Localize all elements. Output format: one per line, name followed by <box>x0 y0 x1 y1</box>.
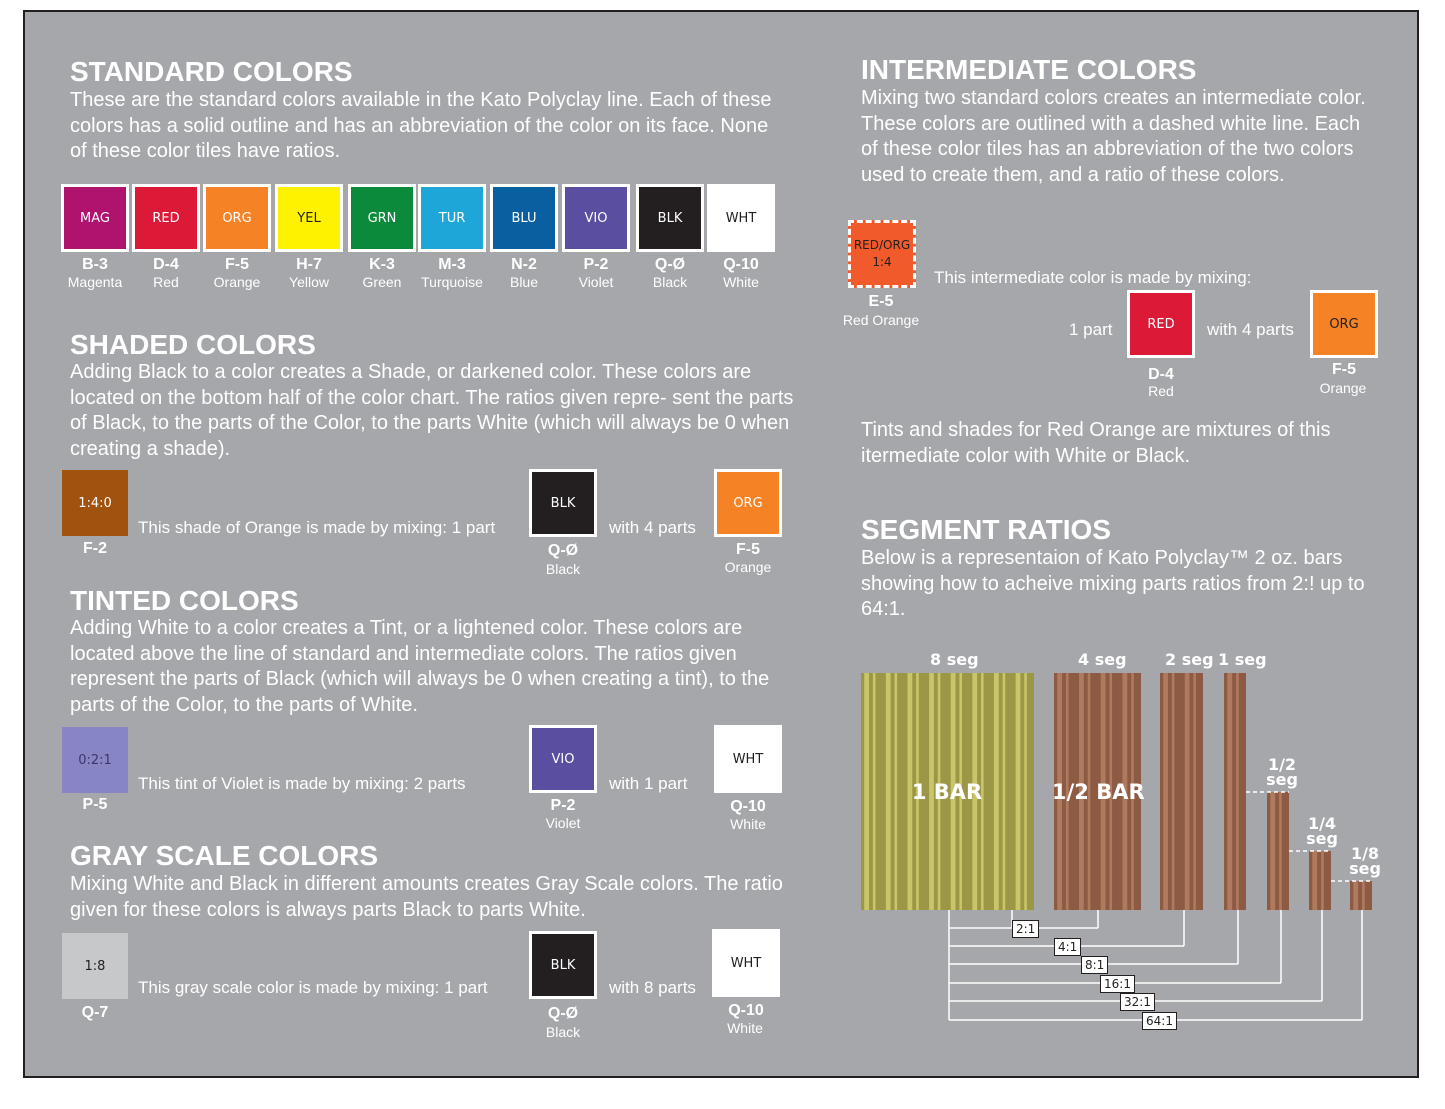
tint-white-name: White <box>730 816 766 832</box>
ratio-label: 2:1 <box>1012 920 1039 938</box>
bar-half-label: 1/2 BAR <box>1052 780 1145 804</box>
label-4-seg: 4 seg <box>1078 650 1127 669</box>
standard-tile-blue: BLU <box>490 184 558 252</box>
shade-with-text: with 4 parts <box>609 518 696 537</box>
intermediate-red-tile: RED <box>1127 290 1195 358</box>
standard-tile-red: RED <box>132 184 200 252</box>
shade-orange-tile: ORG <box>714 469 782 537</box>
intermediate-colors-title: INTERMEDIATE COLORS <box>861 54 1197 85</box>
gray-black-name: Black <box>545 1024 581 1040</box>
segment-ratios-title: SEGMENT RATIOS <box>861 514 1111 545</box>
gray-white-tile: WHT <box>712 929 780 997</box>
tinted-colors-body: Adding White to a color creates a Tint, or a lightened color. These colors are located above the line of standard and intermediate colors. The ratios given represent the parts of Black (which will always be 0 when creating a tint), to the parts of the Color, to the parts of White. <box>70 617 770 716</box>
standard-tile-orange: ORG <box>203 184 271 252</box>
bar-1-label: 1 BAR <box>911 780 983 804</box>
shaded-colors-body: Adding Black to a color creates a Shade, or darkened color. These colors are located on the bottom half of the color chart. The ratios given repre- sent the parts of Black, to the parts of the Color, to the parts White (which will always be 0 when creating a shade). <box>70 361 794 460</box>
standard-tile-name: Yellow <box>289 274 329 290</box>
label-2-seg: 2 seg <box>1165 650 1214 669</box>
segment-ratios-body: Below is a representaion of Kato Polyclay™ 2 oz. bars showing how to acheive mixing parts ratios from 2:! up to 64:1. <box>861 547 1365 620</box>
tint-white-tile: WHT <box>714 725 782 793</box>
gray-result-tile: 1:8 <box>62 933 128 999</box>
ratio-label: 64:1 <box>1142 1012 1177 1030</box>
label-1-seg: 1 seg <box>1218 650 1267 669</box>
gray-scale-title: GRAY SCALE COLORS <box>70 840 379 871</box>
intermediate-orange-code: F-5 <box>1332 361 1356 378</box>
gray-result-code: Q-7 <box>81 1004 109 1021</box>
intermediate-orange-tile: ORG <box>1310 290 1378 358</box>
standard-tile-name: Green <box>362 274 402 290</box>
standard-tile-black: BLK <box>636 184 704 252</box>
intermediate-orange-name: Orange <box>1319 380 1367 396</box>
standard-tile-code: Q-Ø <box>654 256 686 273</box>
shade-orange-code: F-5 <box>736 541 760 558</box>
standard-tile-name: Orange <box>213 274 261 290</box>
tint-result-tile: 0:2:1 <box>62 727 128 793</box>
shade-black-name: Black <box>545 561 581 577</box>
shaded-colors-title: SHADED COLORS <box>70 329 316 360</box>
gray-black-tile: BLK <box>529 931 597 999</box>
gray-white-name: White <box>727 1020 763 1036</box>
standard-tile-yellow: YEL <box>275 184 343 252</box>
intermediate-part-text: 1 part <box>1069 320 1113 339</box>
standard-tile-code: H-7 <box>296 256 322 273</box>
standard-colors-title: STANDARD COLORS <box>70 56 353 87</box>
standard-tile-code: Q-10 <box>723 256 759 273</box>
gray-with-text: with 8 parts <box>609 978 696 997</box>
standard-tile-code: N-2 <box>511 256 537 273</box>
standard-tile-name: Blue <box>509 274 539 290</box>
tint-white-code: Q-10 <box>730 798 766 815</box>
gray-black-code: Q-Ø <box>547 1005 579 1022</box>
intermediate-ratio: 1:4 <box>872 255 892 269</box>
intermediate-with-text: with 4 parts <box>1207 320 1294 339</box>
label-eighth-seg: 1/8 seg <box>1349 844 1381 878</box>
label-8-seg: 8 seg <box>930 650 979 669</box>
standard-tile-name: Violet <box>578 274 614 290</box>
standard-tile-code: D-4 <box>153 256 179 273</box>
ratio-label: 8:1 <box>1081 956 1108 974</box>
tint-with-text: with 1 part <box>609 774 688 793</box>
intermediate-sentence: This intermediate color is made by mixing: <box>934 268 1252 287</box>
standard-tile-green: GRN <box>348 184 416 252</box>
gray-sentence: This gray scale color is made by mixing: 1 part <box>138 978 488 997</box>
gray-scale-body: Mixing White and Black in different amounts creates Gray Scale colors. The ratio given for these colors is always parts Black to parts White. <box>70 873 783 921</box>
standard-tile-name: Turquoise <box>421 274 483 290</box>
standard-tile-code: K-3 <box>369 256 395 273</box>
standard-tile-magenta: MAG <box>61 184 129 252</box>
shade-result-tile: 1:4:0 <box>62 470 128 536</box>
standard-tile-code: P-2 <box>583 256 609 273</box>
label-half-seg: 1/2 seg <box>1266 755 1298 789</box>
shade-black-code: Q-Ø <box>547 542 579 559</box>
intermediate-result-code: E-5 <box>868 293 894 310</box>
intermediate-colors-body: Mixing two standard colors creates an intermediate color. These colors are outlined with a dashed white line. Each of these color tiles has an abbreviation of the two colors used to create them, and a ratio of these colors. <box>861 87 1366 186</box>
shade-sentence: This shade of Orange is made by mixing: 1 part <box>138 518 496 537</box>
intermediate-note: Tints and shades for Red Orange are mixtures of this itermediate color with White or Black. <box>861 419 1331 467</box>
tint-violet-code: P-2 <box>550 797 576 814</box>
standard-tile-code: B-3 <box>82 256 108 273</box>
shade-black-tile: BLK <box>529 469 597 537</box>
standard-tile-code: M-3 <box>438 256 466 273</box>
tinted-colors-title: TINTED COLORS <box>70 585 299 616</box>
shade-orange-name: Orange <box>724 559 772 575</box>
standard-tile-name: Red <box>153 274 179 290</box>
intermediate-red-name: Red <box>1148 383 1174 399</box>
gray-white-code: Q-10 <box>728 1002 764 1019</box>
intermediate-red-code: D-4 <box>1148 366 1174 383</box>
standard-tile-turquoise: TUR <box>418 184 486 252</box>
tint-result-code: P-5 <box>82 796 108 813</box>
label-quarter-seg: 1/4 seg <box>1306 814 1338 848</box>
tint-violet-name: Violet <box>545 815 581 831</box>
ratio-label: 4:1 <box>1054 938 1081 956</box>
standard-colors-body: These are the standard colors available in the Kato Polyclay line. Each of these colors has a solid outline and has an abbreviation of the color on its face. None of these color tiles have ratios. <box>70 89 772 162</box>
standard-tile-name: Black <box>652 274 688 290</box>
standard-tile-name: Magenta <box>67 274 123 290</box>
intermediate-result-name: Red Orange <box>842 312 920 328</box>
ratio-label: 32:1 <box>1120 993 1155 1011</box>
standard-tile-code: F-5 <box>225 256 249 273</box>
shade-result-code: F-2 <box>83 540 107 557</box>
standard-tile-white: WHT <box>707 184 775 252</box>
tint-violet-tile: VIO <box>529 725 597 793</box>
intermediate-abbr: RED/ORG <box>853 238 911 252</box>
tint-sentence: This tint of Violet is made by mixing: 2 parts <box>138 774 466 793</box>
ratio-label: 16:1 <box>1100 975 1135 993</box>
standard-tile-name: White <box>723 274 759 290</box>
standard-tile-violet: VIO <box>562 184 630 252</box>
